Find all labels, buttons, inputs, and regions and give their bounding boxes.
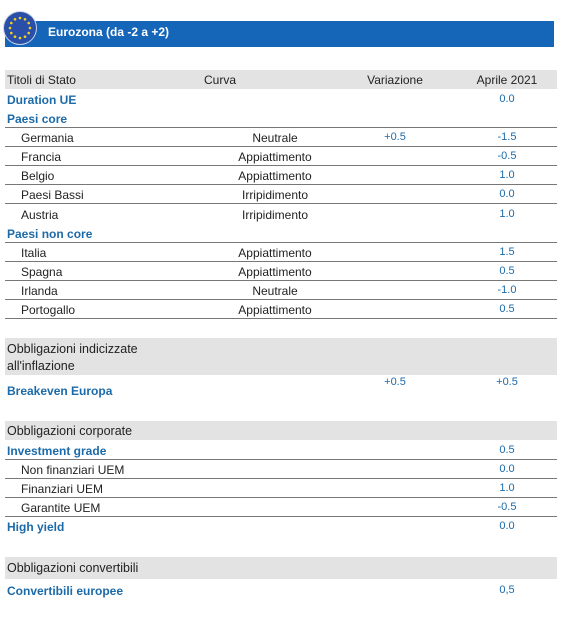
country-name: Portogallo [21, 303, 76, 317]
header-titoli: Titoli di Stato [7, 73, 76, 87]
corporate-name: Garantite UEM [21, 501, 101, 515]
corporate-head: Obbligazioni corporate [7, 424, 133, 438]
curve-value: Neutrale [252, 131, 298, 145]
table-row [5, 498, 557, 517]
convertible-block-head [5, 557, 557, 579]
investment-grade-row [5, 441, 557, 460]
corporate-block-head [5, 421, 557, 440]
table-row [5, 185, 557, 204]
curve-value: Appiattimento [238, 246, 312, 260]
duration-label: Duration UE [7, 93, 77, 107]
high-yield-row [5, 517, 557, 535]
inflation-block-head [5, 338, 557, 375]
curve-value: Appiattimento [238, 150, 312, 164]
header-curva: Curva [203, 73, 236, 87]
inflation-head-line1: Obbligazioni indicizzate [7, 342, 138, 356]
curve-value: Irripidimento [241, 208, 309, 222]
table-row [5, 205, 557, 223]
curve-value: Neutrale [252, 284, 298, 298]
country-name: Belgio [21, 169, 55, 183]
corporate-name: Non finanziari UEM [21, 463, 125, 477]
high-yield-value: 0.0 [499, 520, 515, 532]
april-value: 1.0 [499, 208, 515, 220]
april-value: -1.0 [497, 284, 517, 296]
table-header [5, 70, 557, 89]
convertible-row [5, 580, 557, 600]
table-row [5, 262, 557, 281]
breakeven-row [5, 376, 557, 400]
header-aprile: Aprile 2021 [476, 73, 538, 87]
country-name: Austria [21, 208, 59, 222]
core-section-row [5, 109, 557, 128]
eu-flag-icon [4, 12, 36, 44]
april-value: 1.5 [499, 246, 515, 258]
april-value: 0.5 [499, 265, 515, 277]
table-row [5, 281, 557, 300]
variation-value: +0.5 [384, 131, 406, 143]
country-name: Irlanda [21, 284, 58, 298]
section-banner [5, 21, 554, 47]
breakeven-label: Breakeven Europa [7, 384, 113, 398]
table-row [5, 243, 557, 262]
noncore-section-row [5, 224, 557, 243]
curve-value: Appiattimento [238, 169, 312, 183]
convertible-head: Obbligazioni convertibili [7, 561, 139, 575]
breakeven-value: +0.5 [496, 376, 518, 388]
breakeven-variation: +0.5 [384, 376, 406, 388]
noncore-label: Paesi non core [7, 227, 93, 241]
investment-grade-label: Investment grade [7, 444, 107, 458]
april-value: 1.0 [499, 169, 515, 181]
country-name: Paesi Bassi [21, 188, 84, 202]
april-value: -1.5 [497, 131, 517, 143]
corporate-value: 0.0 [499, 463, 515, 475]
corporate-value: -0.5 [497, 501, 517, 513]
april-value: 0.5 [499, 303, 515, 315]
banner-title: Eurozona (da -2 a +2) [48, 25, 170, 39]
duration-value: 0.0 [499, 93, 515, 105]
table-row [5, 128, 557, 147]
table-row [5, 147, 557, 166]
country-name: Francia [21, 150, 62, 164]
curve-value: Appiattimento [238, 303, 312, 317]
table-row [5, 300, 557, 319]
curve-value: Irripidimento [241, 188, 309, 202]
core-label: Paesi core [7, 112, 68, 126]
table-row [5, 479, 557, 498]
curve-value: Appiattimento [238, 265, 312, 279]
country-name: Germania [21, 131, 74, 145]
country-name: Italia [21, 246, 47, 260]
april-value: 0.0 [499, 188, 515, 200]
april-value: -0.5 [497, 150, 517, 162]
inflation-head-line2: all'inflazione [7, 359, 75, 373]
header-variazione: Variazione [367, 73, 423, 87]
corporate-name: Finanziari UEM [21, 482, 104, 496]
corporate-value: 1.0 [499, 482, 515, 494]
table-row [5, 166, 557, 185]
table-row [5, 460, 557, 479]
country-name: Spagna [21, 265, 63, 279]
duration-row [5, 90, 557, 108]
convertible-value: 0,5 [499, 584, 515, 596]
investment-grade-value: 0.5 [499, 444, 515, 456]
high-yield-label: High yield [7, 520, 65, 534]
convertible-label: Convertibili europee [7, 584, 124, 598]
